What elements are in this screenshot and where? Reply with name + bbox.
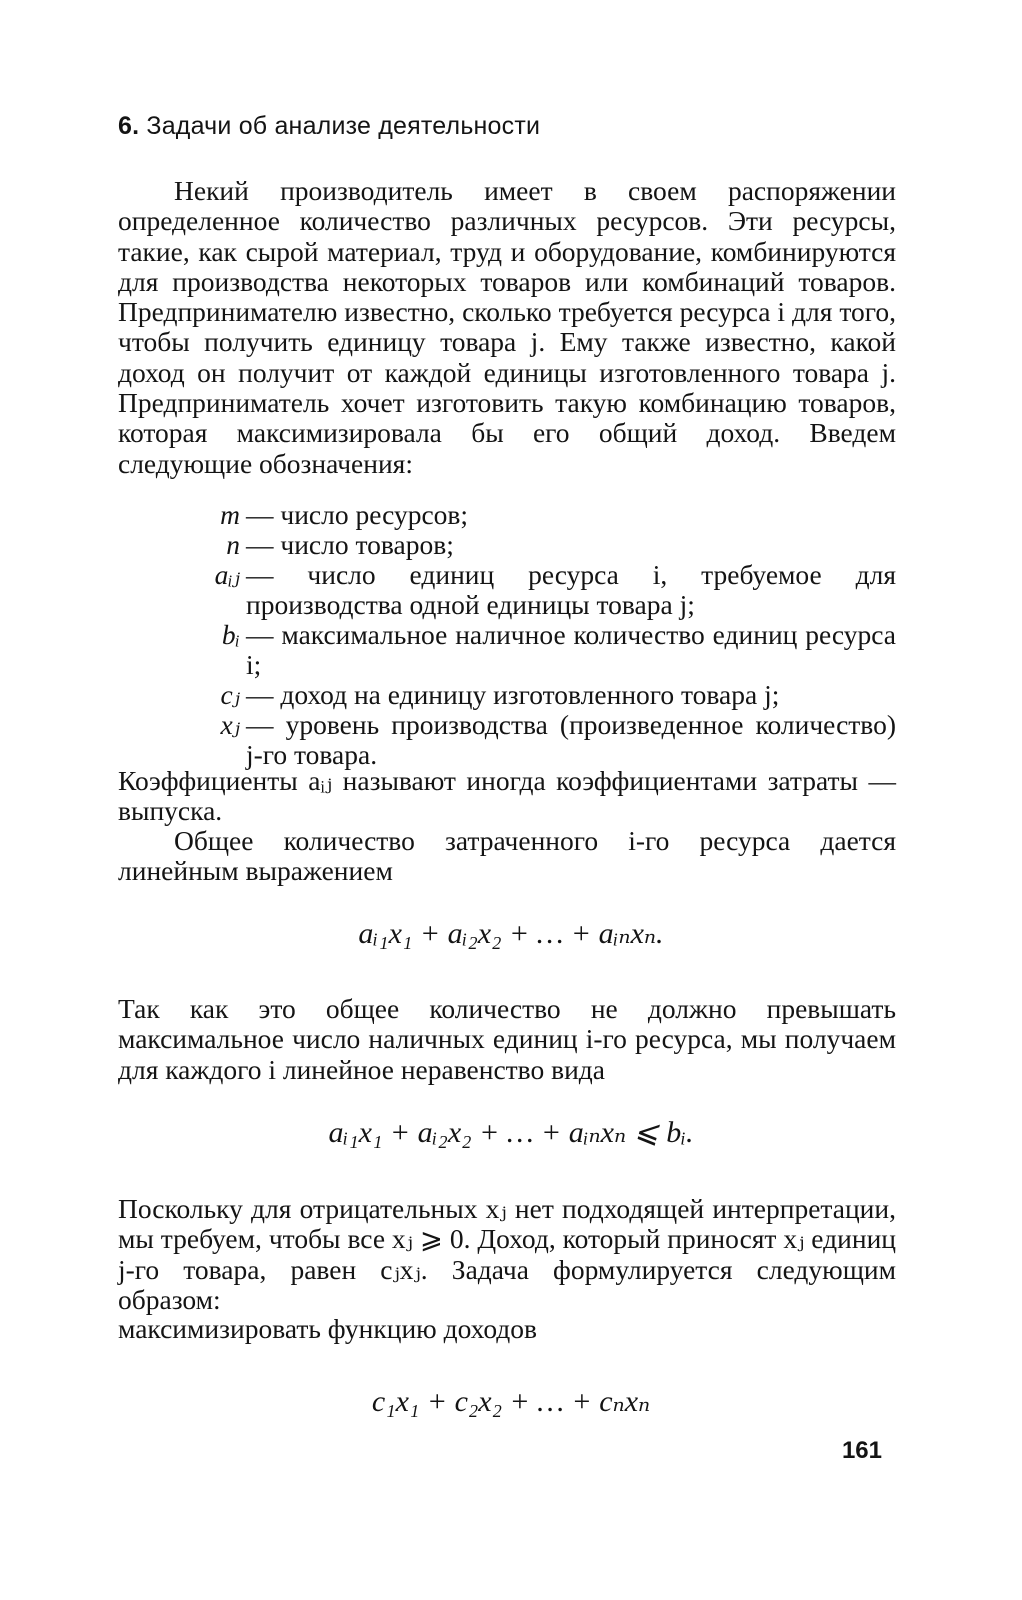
definition-text: — доход на единицу изготовленного товара j; xyxy=(246,679,780,710)
definition-text: — число ресурсов; xyxy=(246,499,469,530)
total-resource-paragraph: Общее количество затраченного i-го ресурса дается линейным выражением xyxy=(118,825,896,887)
definition-symbol: bᵢ xyxy=(221,619,240,650)
definition-symbol: aᵢⱼ xyxy=(214,559,240,590)
definition-item xyxy=(0,560,1022,621)
definition-item xyxy=(0,500,1022,531)
section-heading xyxy=(118,112,540,141)
nonnegativity-paragraph: Поскольку для отрицательных xⱼ нет подходящей интерпретации, мы требуем, чтобы все xⱼ ⩾ 0. Доход, который приносят xⱼ единиц j-го товара, равен cⱼxⱼ. Задача формулируется следующим образом: xyxy=(118,1193,896,1315)
definition-symbol: cⱼ xyxy=(220,679,240,710)
constraint-inequality-formula: aᵢ₁x₁ + aᵢ₂x₂ + … + aᵢₙxₙ ⩽ bᵢ. xyxy=(328,1116,694,1149)
definition-symbol: xⱼ xyxy=(220,709,240,740)
section-number: 6. xyxy=(118,112,140,140)
definition-item xyxy=(0,530,1022,561)
definition-item xyxy=(0,680,1022,711)
page-number: 161 xyxy=(841,1437,882,1464)
definition-symbol: m xyxy=(220,499,240,530)
section-title: Задачи об анализе деятельности xyxy=(146,112,541,140)
definition-text: — число товаров; xyxy=(246,529,454,560)
resource-sum-formula: aᵢ₁x₁ + aᵢ₂x₂ + … + aᵢₙxₙ. xyxy=(358,917,664,950)
definition-item xyxy=(0,620,1022,681)
constraint-paragraph: Так как это общее количество не должно превышать максимальное число наличных единиц i-го ресурса, мы получаем для каждого i линейное неравенство вида xyxy=(118,993,896,1085)
definition-text: — число единиц ресурса i, требуемое для производства одной единицы товара j; xyxy=(246,559,896,621)
coefficients-paragraph: Коэффициенты aᵢⱼ называют иногда коэффициентами затраты — выпуска. xyxy=(118,765,896,827)
objective-function-formula: c₁x₁ + c₂x₂ + … + cₙxₙ xyxy=(371,1385,651,1418)
intro-paragraph: Некий производитель имеет в своем распоряжении определенное количество различных ресурсов. Эти ресурсы, такие, как сырой материал, труд и оборудование, комбинируются для производства некоторых товаров или комбинаций товаров. Предпринимателю известно, сколько требуется ресурса i для того, чтобы получить единицу товара j. Ему также известно, какой доход он получит от каждой единицы изготовленного товара j. Предприниматель хочет изготовить такую комбинацию товаров, которая максимизировала бы его общий доход. Введем следующие обозначения: xyxy=(118,175,896,479)
definition-text: — максимальное наличное количество единиц ресурса i; xyxy=(246,619,896,681)
objective-paragraph: максимизировать функцию доходов xyxy=(118,1313,538,1344)
definition-symbol: n xyxy=(226,529,240,560)
definition-item xyxy=(0,710,1022,771)
definition-text: — уровень производства (произведенное количество) j-го товара. xyxy=(246,709,896,771)
